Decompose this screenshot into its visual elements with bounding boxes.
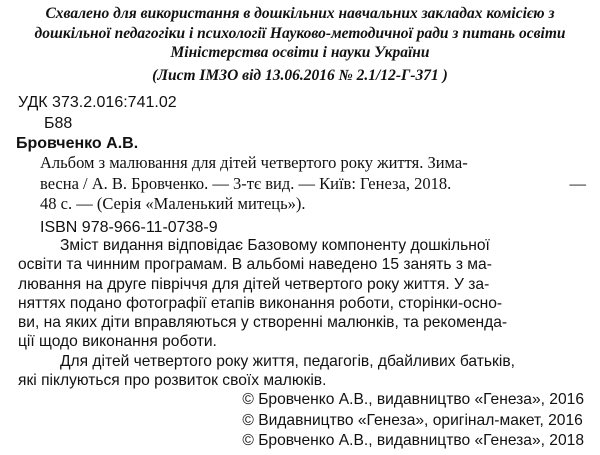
isbn: ISBN 978-966-11-0738-9 (40, 219, 218, 236)
audience-line: які піклуються про розвиток своїх малюків. (18, 372, 327, 390)
annotation-line: няттях подано фотографії етапів виконання роботи, сторінки-осно- (18, 294, 503, 312)
udk-code: УДК 373.2.016:741.02 (18, 94, 177, 111)
annotation-line: лювання на друге півріччя для дітей четвертого року життя. У за- (18, 275, 490, 293)
annotation-line: освіти та чинним програмам. В альбомі наведено 15 занять з ма- (18, 256, 492, 274)
annotation (18, 236, 590, 390)
bib-line-dash: — (569, 173, 586, 193)
approval-order: (Лист ІМЗО від 13.06.2016 № 2.1/12-Г-371 ) (152, 66, 448, 84)
annotation-line: ви, на яких діти вправляються у створенні малюнків, та рекоменда- (18, 314, 508, 332)
copyright-block (242, 390, 584, 452)
author-heading: Бровченко А.В. (16, 135, 139, 152)
bib-line-text: весна / А. В. Бровченко. — 3-тє вид. — Київ: Генеза, 2018. (40, 173, 452, 193)
approval-line: Схвалено для використання в дошкільних навчальних закладах комісією з (45, 5, 555, 22)
annotation-line: ції щодо виконання роботи. (18, 333, 217, 351)
bib-line (40, 174, 586, 195)
bib-line: 48 с. — (Серія «Маленький митець»). (40, 194, 306, 213)
audience-line: Для дітей четвертого року життя, педагогів, дбайливих батьків, (60, 352, 515, 370)
approval-line: Міністерства освіти і науки України (170, 44, 430, 61)
bib-line: Альбом з малювання для дітей четвертого року життя. Зима- (40, 153, 468, 172)
bbk-code: Б88 (44, 115, 73, 132)
copyright-line: © Видавництво «Генеза», оригінал-макет, 2016 (242, 411, 583, 429)
approval-line: дошкільної педагогіки і психології Науково-методичної ради з питань освіти (34, 24, 566, 42)
copyright-line: © Бровченко А.В., видавництво «Генеза», 2018 (242, 432, 584, 449)
copyright-line: © Бровченко А.В., видавництво «Генеза», 2016 (242, 391, 584, 408)
annotation-line: Зміст видання відповідає Базовому компоненту дошкільної (60, 237, 490, 254)
bibliographic-description (40, 153, 586, 215)
approval-notice (0, 4, 600, 85)
